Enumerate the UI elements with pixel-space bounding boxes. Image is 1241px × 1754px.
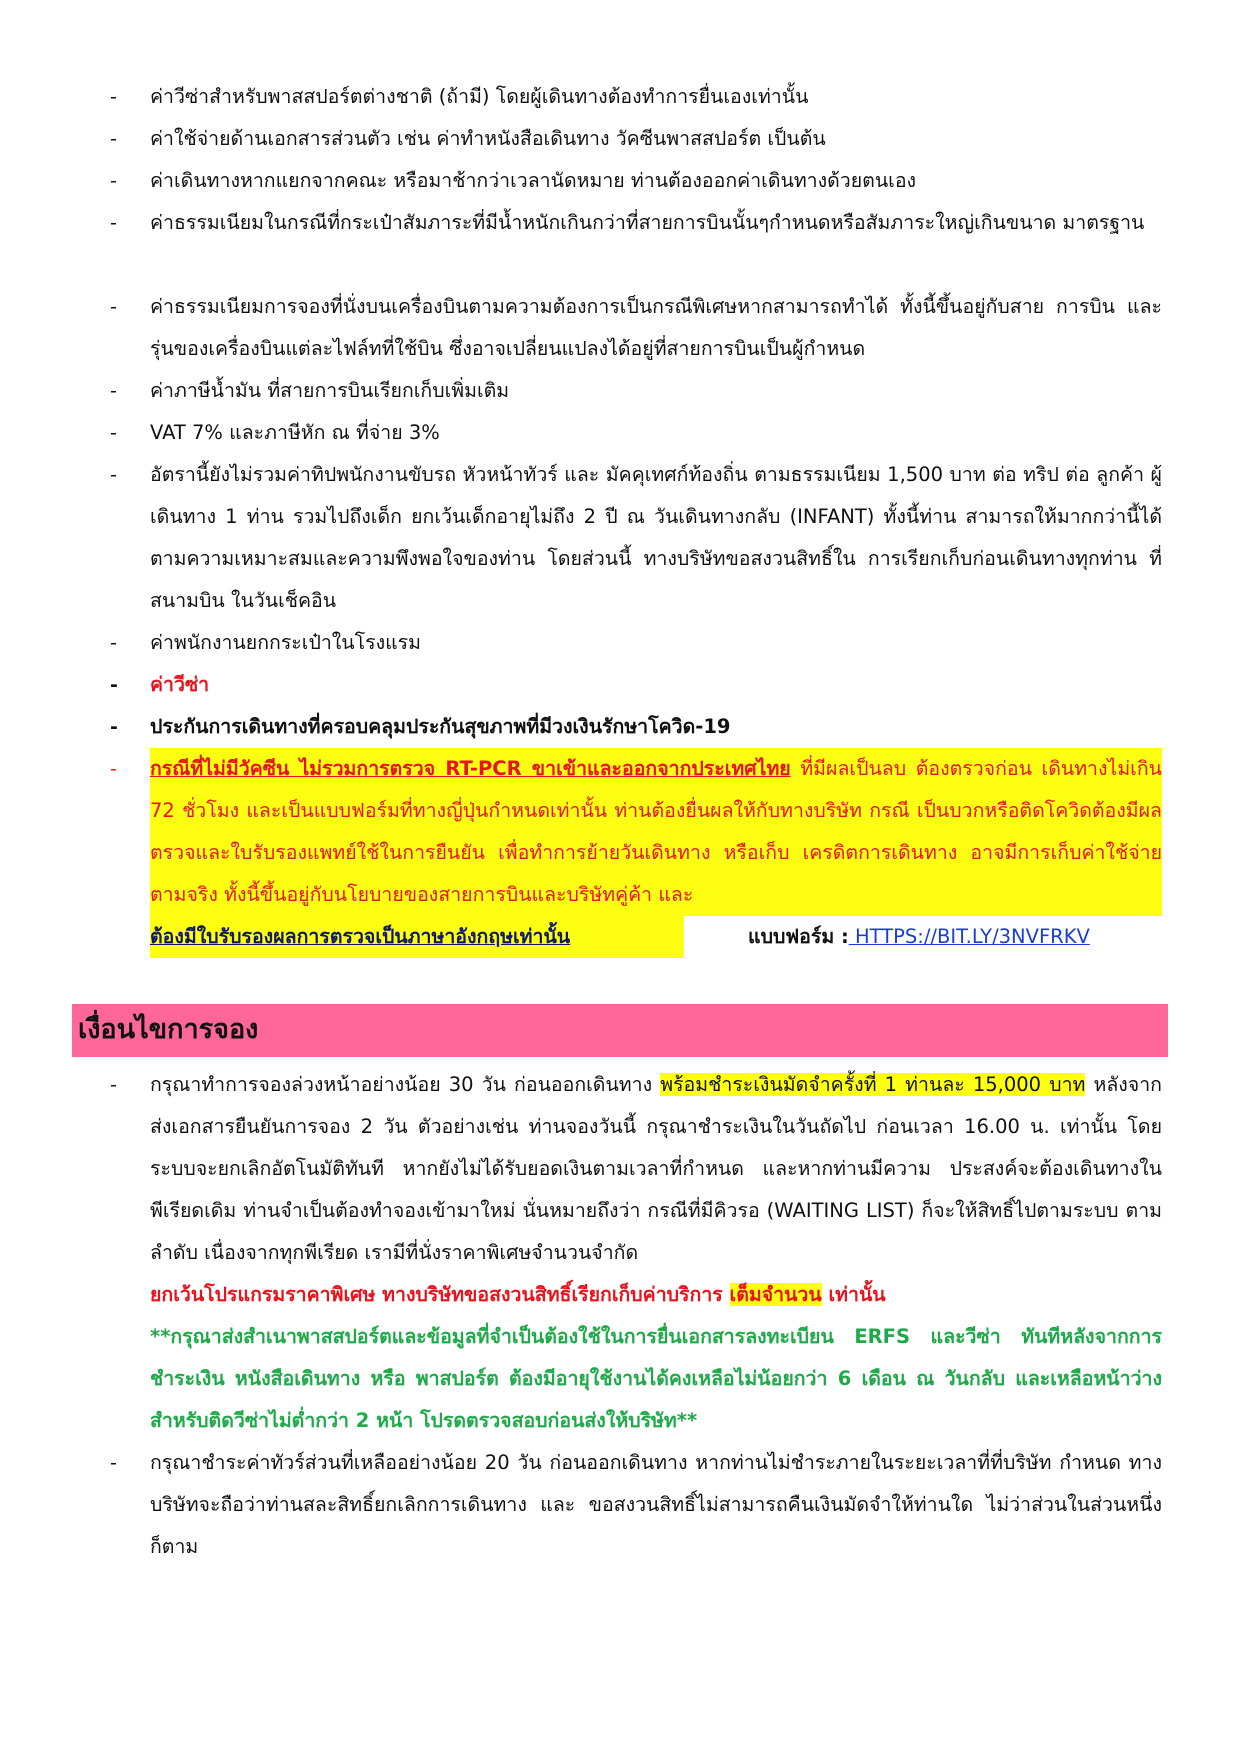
bullet: -: [110, 296, 117, 318]
booking-deposit-text: [150, 1064, 1162, 1274]
bullet: -: [110, 716, 118, 738]
form-label: แบบฟอร์ม :: [748, 925, 849, 948]
form-row: [748, 916, 1090, 958]
covid-body: ที่มีผลเป็นลบ ต้องตรวจก่อน เดินทางไม่เกิน 72 ชั่วโมง และเป็นแบบฟอร์มที่ทางญี่ปุ่นกำหนดเท่านั้น ท่านต้องยื่นผลให้กับทางบริษัท กรณี เป็นบวกหรือติดโควิดต้องมีผลตรวจและใบรับรองแพทย์ใช้ในการยืนยัน เพื่อทำการย้ายวันเดินทาง หรือเก็บ เครดิตการเดินทาง อาจมีการเก็บค่าใช้จ่ายตามจริง ทั้งนี้ขึ้นอยู่กับนโยบายของสายการบินและบริษัทคู่ค้า และ: [150, 757, 1162, 906]
deposit-after: หลังจากส่งเอกสารยืนยันการจอง 2 วัน ตัวอย่างเช่น ท่านจองวันนี้ กรุณาชำระเงินในวันถัดไป ก่อนเวลา 16.00 น. เท่านั้น โดยระบบจะยกเลิกอัตโนมัติทันที หากยังไม่ได้รับยอดเงินตามเวลาที่กำหนด และหากท่านมีความ ประสงค์จะต้องเดินทางในพีเรียดเดิม ท่านจำเป็นต้องทำจองเข้ามาใหม่ นั่นหมายถึงว่า กรณีที่มีคิวรอ (WAITING LIST) ก็จะให้สิทธิ์ไปตามระบบ ตามลำดับ เนื่องจากทุกพีเรียด เรามีที่นั่งราคาพิเศษจำนวนจำกัด: [150, 1073, 1162, 1264]
insurance-text: ประกันการเดินทางที่ครอบคลุมประกันสุขภาพที่มีวงเงินรักษาโควิด-19: [150, 715, 731, 738]
covid-cert-text: ต้องมีใบรับรองผลการตรวจเป็นภาษาอังกฤษเท่านั้น: [150, 925, 571, 948]
deposit-highlight: พร้อมชำระเงินมัดจำครั้งที่ 1 ท่านละ 15,000 บาท: [660, 1073, 1086, 1096]
bullet: -: [110, 170, 117, 192]
item-text: ค่าธรรมเนียมการจองที่นั่งบนเครื่องบินตามความต้องการเป็นกรณีพิเศษหากสามารถทำได้ ทั้งนี้ขึ้นอยู่กับสาย การบิน และ รุ่นของเครื่องบินแต่ละไฟล์ทที่ใช้บิน ซึ่งอาจเปลี่ยนแปลงได้อยู่ที่สายการบินเป็นผู้กำหนด: [150, 295, 1162, 360]
bullet: -: [110, 758, 117, 780]
bullet: -: [110, 380, 117, 402]
bullet: -: [110, 1074, 117, 1096]
item-text: ค่าเดินทางหากแยกจากคณะ หรือมาช้ากว่าเวลานัดหมาย ท่านต้องออกค่าเดินทางด้วยตนเอง: [150, 169, 917, 192]
item-text: ค่าภาษีน้ำมัน ที่สายการบินเรียกเก็บเพิ่มเติม: [150, 379, 510, 402]
form-link[interactable]: HTTPS://BIT.LY/3NVFRKV: [848, 925, 1090, 948]
item-text: อัตรานี้ยังไม่รวมค่าทิปพนักงานขับรถ หัวหน้าทัวร์ และ มัคคุเทศก์ท้องถิ่น ตามธรรมเนียม 1,500 บาท ต่อ ทริป ต่อ ลูกค้า ผู้เดินทาง 1 ท่าน รวมไปถึงเด็ก ยกเว้นเด็กอายุไม่ถึง 2 ปี ณ วันเดินทางกลับ (INFANT) ทั้งนี้ท่าน สามารถให้มากกว่านี้ได้ตามความเหมาะสมและความพึงพอใจของท่าน โดยส่วนนี้ ทางบริษัทขอสงวนสิทธิ์ใน การเรียกเก็บก่อนเดินทางทุกท่าน ที่สนามบิน ในวันเช็คอิน: [150, 463, 1162, 612]
covid-text: [150, 748, 1162, 916]
item-text: ค่าพนักงานยกกระเป๋าในโรงแรม: [150, 631, 421, 654]
bullet: -: [110, 422, 117, 444]
bullet: -: [110, 464, 117, 486]
section-title: เงื่อนไขการจอง: [78, 1014, 259, 1045]
balance-text: กรุณาชำระค่าทัวร์ส่วนที่เหลืออย่างน้อย 20 วัน ก่อนออกเดินทาง หากท่านไม่ชำระภายในระยะเวลาที่ที่บริษัท กำหนด ทางบริษัทจะถือว่าท่านสละสิทธิ์ยกเลิกการเดินทาง และ ขอสงวนสิทธิ์ไม่สามารถคืนเงินมัดจำให้ท่านใด ไม่ว่าส่วนในส่วนหนึ่งก็ตาม: [150, 1451, 1162, 1558]
item-text: ค่าธรรมเนียมในกรณีที่กระเป๋าสัมภาระที่มีน้ำหนักเกินกว่าที่สายการบินนั้นๆกำหนดหรือสัมภาระใหญ่เกินขนาด มาตรฐาน: [150, 211, 1145, 234]
bullet: -: [110, 128, 117, 150]
special-text: [150, 1274, 1162, 1316]
item-text: ค่าวีซ่าสำหรับพาสสปอร์ตต่างชาติ (ถ้ามี) โดยผู้เดินทางต้องทำการยื่นเองเท่านั้น: [150, 85, 809, 108]
special-before: ยกเว้นโปรแกรมราคาพิเศษ ทางบริษัทขอสงวนสิทธิ์เรียกเก็บค่าบริการ: [150, 1283, 730, 1306]
bullet: -: [110, 1452, 117, 1474]
bullet: -: [110, 674, 118, 696]
item-text: ค่าใช้จ่ายด้านเอกสารส่วนตัว เช่น ค่าทำหนังสือเดินทาง วัคซีนพาสสปอร์ต เป็นต้น: [150, 127, 826, 150]
deposit-before: กรุณาทำการจองล่วงหน้าอย่างน้อย 30 วัน ก่อนออกเดินทาง: [150, 1073, 661, 1096]
passport-note-text: **กรุณาส่งสำเนาพาสสปอร์ตและข้อมูลที่จำเป็นต้องใช้ในการยื่นเอกสารลงทะเบียน ERFS และวีซ่า ทันทีหลังจากการชำระเงิน หนังสือเดินทาง หรือ พาสปอร์ต ต้องมีอายุใช้งานได้คงเหลือไม่น้อยกว่า 6 เดือน ณ วันกลับ และเหลือหน้าว่างสำหรับติดวีซ่าไม่ต่ำกว่า 2 หน้า โปรดตรวจสอบก่อนส่งให้บริษัท**: [150, 1325, 1162, 1432]
bullet: -: [110, 86, 117, 108]
item-text: VAT 7% และภาษีหัก ณ ที่จ่าย 3%: [150, 421, 440, 444]
special-highlight: เต็มจำนวน: [729, 1283, 822, 1306]
covid-lead: กรณีที่ไม่มีวัคซีน ไม่รวมการตรวจ RT-PCR ขาเข้าและออกจากประเทศไทย: [150, 757, 791, 780]
bullet: -: [110, 632, 117, 654]
visa-text: ค่าวีซ่า: [150, 673, 210, 696]
bullet: -: [110, 212, 117, 234]
special-after: เท่านั้น: [821, 1283, 886, 1306]
